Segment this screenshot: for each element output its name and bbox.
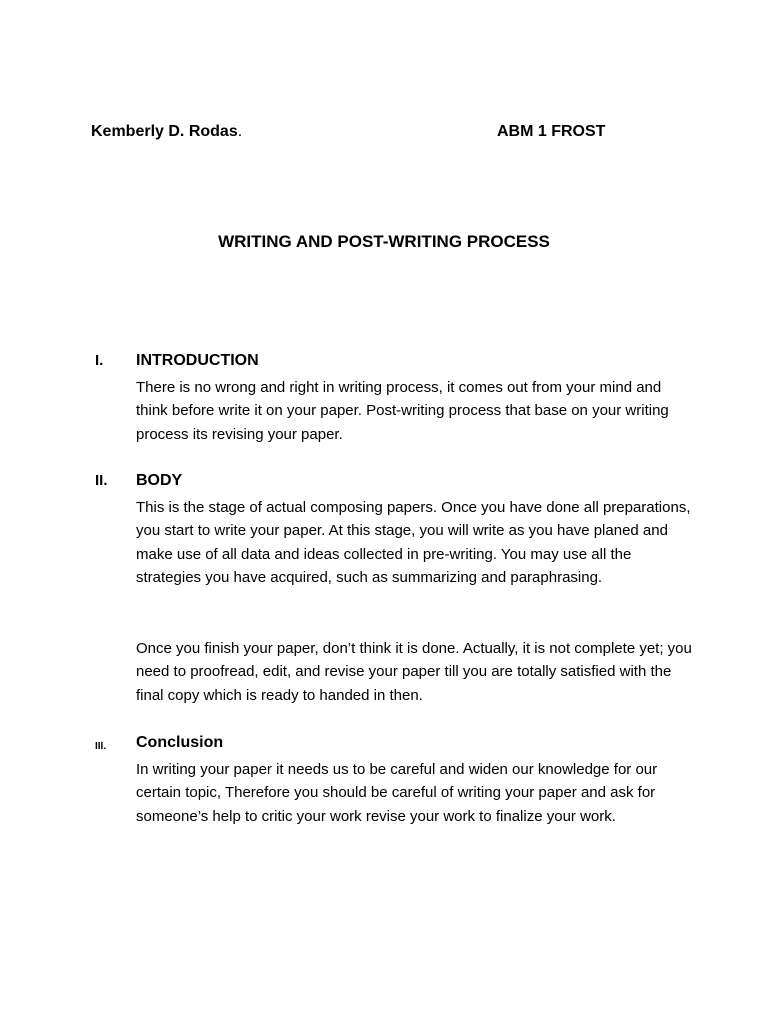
section-paragraph: There is no wrong and right in writing process, it comes out from your mind and think before write it on your paper. Post-writing process that base on your writing process its revising your paper. xyxy=(136,379,669,443)
section-paragraph: Once you finish your paper, don’t think it is done. Actually, it is not complete yet; you need to proofread, edit, and revise your paper till you are totally satisfied with the final copy which is ready to handed in then. xyxy=(136,640,692,704)
section-numeral: I. xyxy=(95,352,104,369)
document-header xyxy=(91,123,691,147)
section-heading: BODY xyxy=(136,472,183,489)
author-name-period: . xyxy=(237,123,243,140)
class-section: ABM 1 FROST xyxy=(497,123,606,140)
author-name-text: Kemberly D. Rodas xyxy=(91,123,238,140)
section-paragraph: In writing your paper it needs us to be careful and widen our knowledge for our certain topic, Therefore you should be careful of writing your paper and ask for someone’s help to critic your work revise your work to finalize your work. xyxy=(136,761,658,825)
section-numeral: III. xyxy=(95,741,107,752)
section-heading: Conclusion xyxy=(136,734,224,751)
author-name xyxy=(91,123,242,141)
section-numeral: II. xyxy=(95,472,108,489)
section-heading: INTRODUCTION xyxy=(136,352,259,369)
document-title: WRITING AND POST-WRITING PROCESS xyxy=(218,232,550,251)
section-paragraph: This is the stage of actual composing papers. Once you have done all preparations, you start to write your paper. At this stage, you will write as you have planed and make use of all data and ideas collected in pre-writing. You may use all the strategies you have acquired, such as summarizing and paraphrasing. xyxy=(136,499,691,587)
